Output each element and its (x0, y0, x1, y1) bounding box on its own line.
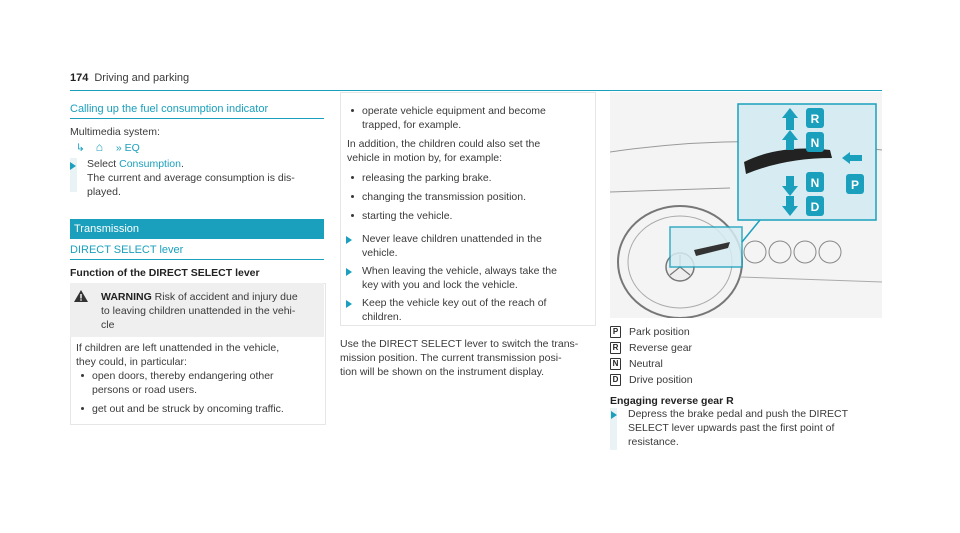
use-l2: mission position. The current transmission posi- (340, 352, 562, 364)
warning-label: WARNING (101, 291, 152, 303)
page-title: Driving and parking (94, 72, 190, 84)
warning-text-1: Risk of accident and injury due (154, 291, 298, 303)
multimedia-label: Multimedia system: (70, 126, 160, 138)
operate-l2: trapped, for example. (362, 119, 462, 131)
direct-select-rule (70, 259, 324, 260)
step-select-prefix: Select (87, 158, 117, 170)
figure-label-d: D (810, 200, 820, 214)
step-arrow-icon (346, 236, 352, 244)
engage-l2: SELECT lever upwards past the first point of (628, 422, 835, 434)
bullet-dot (351, 109, 354, 112)
page-number: 174 (70, 72, 89, 84)
step2-l2: key with you and lock the vehicle. (362, 279, 518, 291)
figure-label-p: P (850, 178, 860, 192)
home-icon[interactable]: ⌂ (95, 140, 103, 154)
gear-d-icon: D (610, 374, 621, 386)
addition-b2: changing the transmission position. (362, 191, 527, 203)
direct-select-title: DIRECT SELECT lever (70, 244, 184, 256)
gear-n-icon: N (610, 358, 621, 370)
gear-legend-r (610, 341, 692, 355)
step-line2: The current and average consumption is dis- (87, 172, 295, 184)
bullet-dot (81, 407, 84, 410)
bullet1-l2: persons or road users. (92, 384, 198, 396)
chevron-right-icon: » (115, 142, 122, 154)
bullet-dot (351, 195, 354, 198)
engage-l1: Depress the brake pedal and push the DIRECT (628, 408, 849, 420)
step2-l1: When leaving the vehicle, always take the (362, 265, 557, 277)
gear-p-icon: P (610, 326, 621, 338)
figure-label-r: R (810, 112, 820, 126)
function-title: Function of the DIRECT SELECT lever (70, 267, 260, 279)
step1-l1: Never leave children unattended in the (362, 233, 542, 245)
gear-p-label: Park position (629, 326, 690, 338)
dashboard-figure (610, 92, 882, 318)
nav-arrow-icon: ↳ (76, 142, 85, 154)
bullet-dot (81, 374, 84, 377)
bullet1-l1: open doors, thereby endangering other (92, 370, 274, 382)
gear-legend-p (610, 325, 690, 339)
engage-l3: resistance. (628, 436, 679, 448)
addition-b3: starting the vehicle. (362, 210, 453, 222)
calling-rule (70, 118, 324, 119)
dashboard-illustration (610, 92, 882, 318)
header-rule (70, 90, 882, 91)
step-line3: played. (87, 186, 121, 198)
engaging-title: Engaging reverse gear R (610, 395, 734, 407)
step-select-suffix: . (180, 158, 184, 170)
warning-line2: to leaving children unattended in the vehi- (101, 305, 296, 317)
figure-label-n-top: N (810, 136, 820, 150)
step-arrow-icon (611, 411, 617, 419)
gear-legend-n (610, 357, 663, 371)
addition-b1: releasing the parking brake. (362, 172, 492, 184)
addition-l1: In addition, the children could also set the (347, 138, 541, 150)
gear-n-label: Neutral (629, 358, 663, 370)
warn-body2: they could, in particular: (76, 356, 187, 368)
bullet2: get out and be struck by oncoming traffic. (92, 403, 284, 415)
nav-eq[interactable]: EQ (124, 142, 140, 154)
gear-legend-d (610, 373, 693, 387)
bullet-dot (351, 214, 354, 217)
warning-line1 (101, 290, 298, 304)
consumption-link[interactable]: Consumption (119, 158, 181, 170)
gear-r-icon: R (610, 342, 621, 354)
page-header (70, 72, 189, 84)
step3-l2: children. (362, 311, 402, 323)
step1-l2: vehicle. (362, 247, 398, 259)
warn-body1: If children are left unattended in the vehicle, (76, 342, 280, 354)
step-arrow-icon (346, 268, 352, 276)
transmission-bar: Transmission (70, 219, 324, 239)
bullet-dot (351, 176, 354, 179)
warning-line3: cle (101, 319, 115, 331)
addition-l2: vehicle in motion by, for example: (347, 152, 503, 164)
nav-path (76, 140, 140, 155)
step-select (87, 157, 184, 171)
use-l1: Use the DIRECT SELECT lever to switch the trans- (340, 338, 579, 350)
use-l3: tion will be shown on the instrument display. (340, 366, 545, 378)
step-arrow-icon (70, 162, 76, 170)
gear-r-label: Reverse gear (629, 342, 693, 354)
step3-l1: Keep the vehicle key out of the reach of (362, 297, 547, 309)
step-arrow-icon (346, 300, 352, 308)
operate-l1: operate vehicle equipment and become (362, 105, 546, 117)
calling-title: Calling up the fuel consumption indicator (70, 103, 269, 115)
gear-d-label: Drive position (629, 374, 693, 386)
warning-icon (74, 290, 88, 305)
figure-label-n-bottom: N (810, 176, 820, 190)
